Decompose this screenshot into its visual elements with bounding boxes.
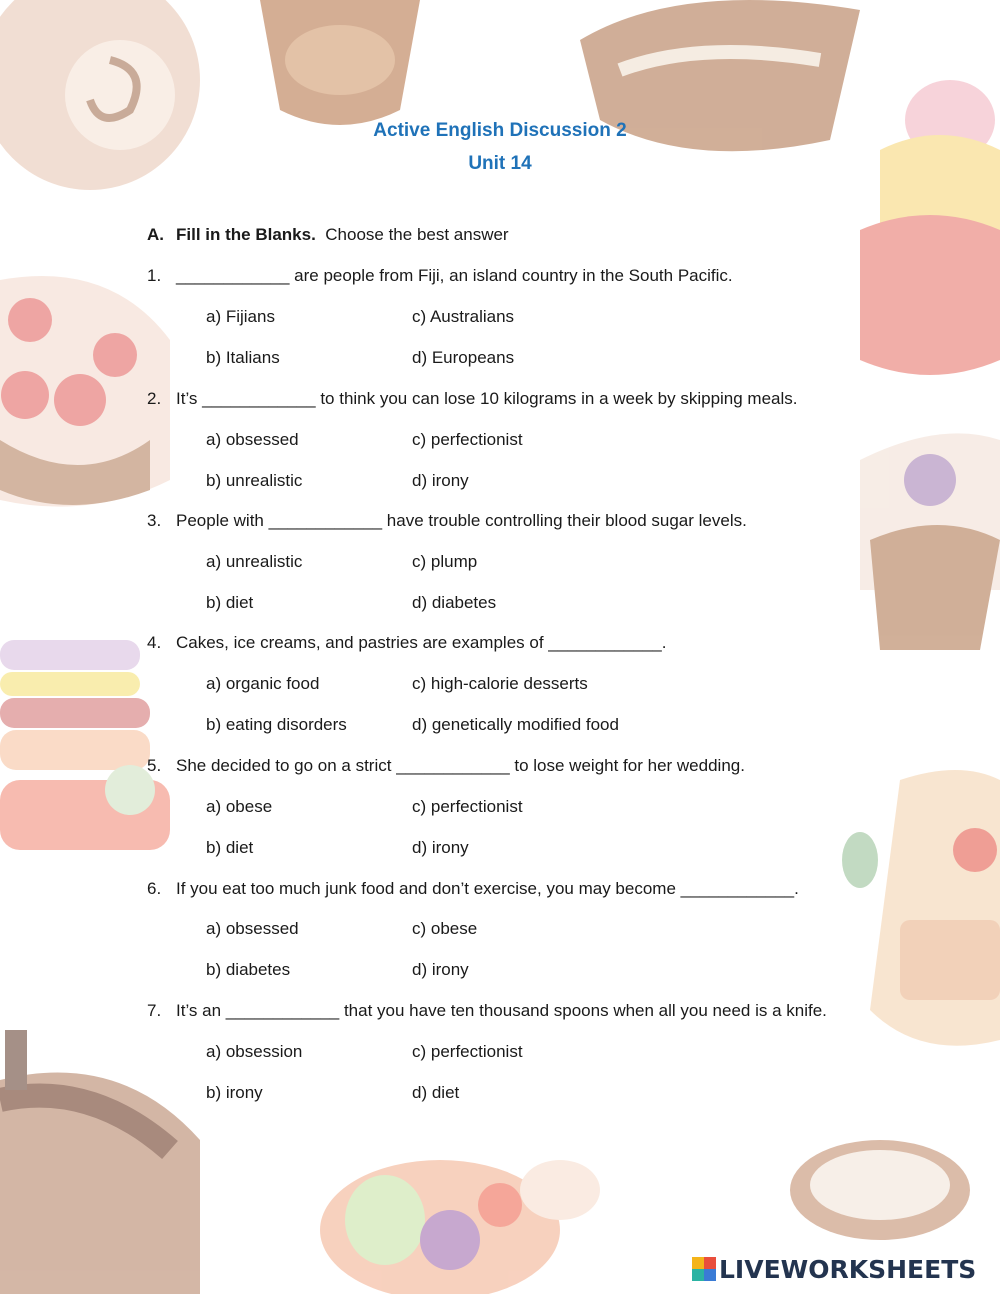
option-c[interactable]: c) high-calorie desserts bbox=[412, 674, 588, 693]
section-letter: A. bbox=[147, 225, 164, 244]
question-4 bbox=[147, 633, 666, 653]
option-c[interactable]: c) perfectionist bbox=[412, 797, 523, 816]
unit-label: Unit 14 bbox=[468, 153, 532, 174]
question-number: 5. bbox=[147, 756, 162, 775]
section-heading: Fill in the Blanks. bbox=[176, 225, 316, 244]
option-d[interactable]: d) diabetes bbox=[412, 593, 497, 612]
option-d[interactable]: d) genetically modified food bbox=[412, 715, 619, 734]
option-b[interactable]: b) unrealistic bbox=[206, 471, 303, 490]
option-b[interactable]: b) irony bbox=[206, 1083, 263, 1102]
question-3 bbox=[147, 511, 747, 531]
option-b[interactable]: b) Italians bbox=[206, 348, 280, 367]
question-number: 4. bbox=[147, 633, 162, 652]
question-7 bbox=[147, 1001, 827, 1021]
option-d[interactable]: d) irony bbox=[412, 471, 469, 490]
option-c[interactable]: c) Australians bbox=[412, 307, 515, 326]
question-text: If you eat too much junk food and don’t exercise, you may become ____________. bbox=[176, 879, 799, 898]
option-c[interactable]: c) plump bbox=[412, 552, 478, 571]
option-b[interactable]: b) diet bbox=[206, 593, 254, 612]
question-text: ____________ are people from Fiji, an island country in the South Pacific. bbox=[176, 266, 733, 285]
option-c[interactable]: c) perfectionist bbox=[412, 1042, 523, 1061]
question-text: She decided to go on a strict ____________ to lose weight for her wedding. bbox=[176, 756, 745, 775]
option-a[interactable]: a) obsessed bbox=[206, 430, 299, 449]
question-number: 2. bbox=[147, 389, 162, 408]
question-number: 1. bbox=[147, 266, 162, 285]
liveworksheets-logo-icon bbox=[692, 1257, 716, 1281]
option-d[interactable]: d) Europeans bbox=[412, 348, 515, 367]
option-a[interactable]: a) unrealistic bbox=[206, 552, 303, 571]
option-d[interactable]: d) irony bbox=[412, 960, 469, 979]
question-1 bbox=[147, 266, 733, 286]
option-a[interactable]: a) obsession bbox=[206, 1042, 303, 1061]
option-d[interactable]: d) diet bbox=[412, 1083, 460, 1102]
option-a[interactable]: a) obsessed bbox=[206, 919, 299, 938]
section-instructions bbox=[147, 225, 509, 245]
liveworksheets-logo bbox=[692, 1254, 976, 1284]
question-text: People with ____________ have trouble controlling their blood sugar levels. bbox=[176, 511, 747, 530]
question-2 bbox=[147, 389, 798, 409]
question-5 bbox=[147, 756, 745, 776]
option-c[interactable]: c) obese bbox=[412, 919, 478, 938]
option-a[interactable]: a) organic food bbox=[206, 674, 320, 693]
section-instruction-text: Choose the best answer bbox=[325, 225, 509, 244]
worksheet-title: Active English Discussion 2 bbox=[373, 120, 627, 141]
option-d[interactable]: d) irony bbox=[412, 838, 469, 857]
question-text: It’s an ____________ that you have ten thousand spoons when all you need is a knife. bbox=[176, 1001, 827, 1020]
logo-wordmark: LIVEWORKSHEETS bbox=[719, 1254, 977, 1284]
question-6 bbox=[147, 879, 799, 899]
question-number: 3. bbox=[147, 511, 162, 530]
question-text: It’s ____________ to think you can lose 10 kilograms in a week by skipping meals. bbox=[176, 389, 798, 408]
option-c[interactable]: c) perfectionist bbox=[412, 430, 523, 449]
option-a[interactable]: a) Fijians bbox=[206, 307, 275, 326]
option-b[interactable]: b) diet bbox=[206, 838, 254, 857]
option-a[interactable]: a) obese bbox=[206, 797, 273, 816]
question-text: Cakes, ice creams, and pastries are examples of ____________. bbox=[176, 633, 667, 652]
option-b[interactable]: b) diabetes bbox=[206, 960, 291, 979]
option-b[interactable]: b) eating disorders bbox=[206, 715, 347, 734]
question-number: 7. bbox=[147, 1001, 162, 1020]
question-number: 6. bbox=[147, 879, 162, 898]
